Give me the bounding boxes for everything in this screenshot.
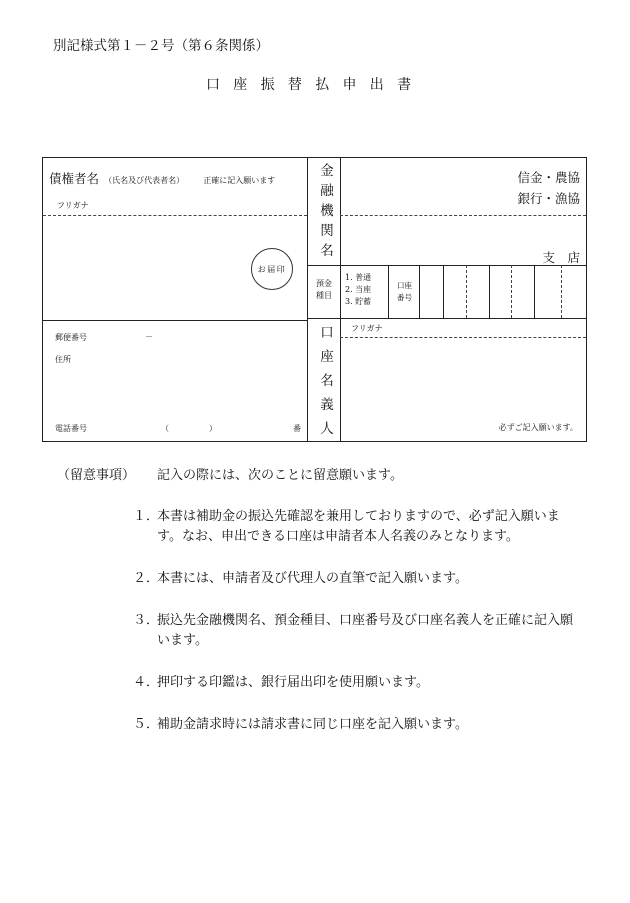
note-number: ４．: [133, 675, 160, 690]
note-number: １．: [133, 509, 160, 524]
bank-dash-line: [340, 215, 586, 216]
deposit-type-options: 1. 普通 2. 当座 3. 貯蓄: [345, 273, 372, 306]
note-item: [133, 611, 578, 651]
deposit-type-label: 預金 種目: [316, 279, 332, 300]
note-number: ２．: [133, 571, 160, 586]
registered-seal-circle: お届印: [251, 248, 293, 290]
holder-furigana-dash-line: [340, 337, 586, 338]
account-label-divider: [419, 265, 420, 318]
note-item: [133, 569, 578, 589]
digit-divider: [443, 265, 444, 318]
divider-deposit-holder: [307, 318, 586, 319]
note-item: [133, 715, 578, 735]
note-number: ３．: [133, 613, 160, 628]
bank-name-label: 金 融 機 関 名: [320, 163, 334, 259]
digit-divider: [561, 265, 562, 318]
form-number: 別記様式第１－２号（第６条関係）: [53, 38, 269, 54]
creditor-name-label: 債権者名: [49, 171, 100, 186]
postal-code-label: 郵便番号: [55, 333, 87, 342]
phone-paren-open: （: [161, 424, 169, 433]
creditor-instruction: 正確に記入願います: [203, 176, 276, 185]
note-text: 本書は補助金の振込先確認を兼用しておりますので、必ず記入願います。なお、申出できる口座は申請者本人名義のみとなります。: [157, 509, 560, 544]
branch-label: 支 店: [542, 250, 580, 265]
document-title: 口座振替払申出書: [206, 77, 425, 93]
notes-heading: （留意事項）: [57, 468, 136, 483]
deposit-type-divider: [388, 265, 389, 318]
creditor-name-label-row: [49, 168, 275, 187]
notes-heading-row: [57, 464, 403, 483]
notes-intro: 記入の際には、次のことに留意願います。: [157, 468, 403, 483]
divider-creditor-address: [43, 320, 307, 321]
note-item: [133, 507, 578, 547]
creditor-furigana-label: フリガナ: [57, 201, 89, 210]
account-holder-label: 口 座 名 義 人: [320, 325, 334, 437]
divider-label-column: [340, 158, 341, 441]
note-text: 振込先金融機関名、預金種目、口座番号及び口座名義人を正確に記入願います。: [157, 613, 574, 648]
note-text: 本書には、申請者及び代理人の直筆で記入願います。: [157, 571, 468, 586]
holder-required-note: 必ずご記入願います。: [498, 423, 578, 432]
furigana-dash-line: [43, 215, 307, 216]
phone-paren-close: ）: [209, 424, 217, 433]
digit-divider: [511, 265, 512, 318]
divider-left: [307, 158, 308, 441]
transfer-form-table: [42, 157, 587, 442]
address-label: 住所: [55, 355, 71, 364]
account-number-label: 口座 番号: [397, 281, 412, 302]
creditor-name-sublabel: （氏名及び代表者名）: [104, 176, 185, 185]
bank-type-options: 信金・農協 銀行・漁協: [517, 170, 580, 206]
digit-divider: [466, 265, 467, 318]
note-text: 補助金請求時には請求書に同じ口座を記入願います。: [157, 717, 468, 732]
holder-furigana-label: フリガナ: [351, 324, 383, 333]
note-number: ５．: [133, 717, 160, 732]
digit-divider: [534, 265, 535, 318]
digit-divider: [489, 265, 490, 318]
notes-list: [133, 507, 578, 757]
phone-label: 電話番号: [55, 424, 87, 433]
phone-ban-label: 番: [293, 424, 301, 433]
note-text: 押印する印鑑は、銀行届出印を使用願います。: [157, 675, 429, 690]
postal-code-dash: －: [145, 332, 153, 341]
note-item: [133, 673, 578, 693]
